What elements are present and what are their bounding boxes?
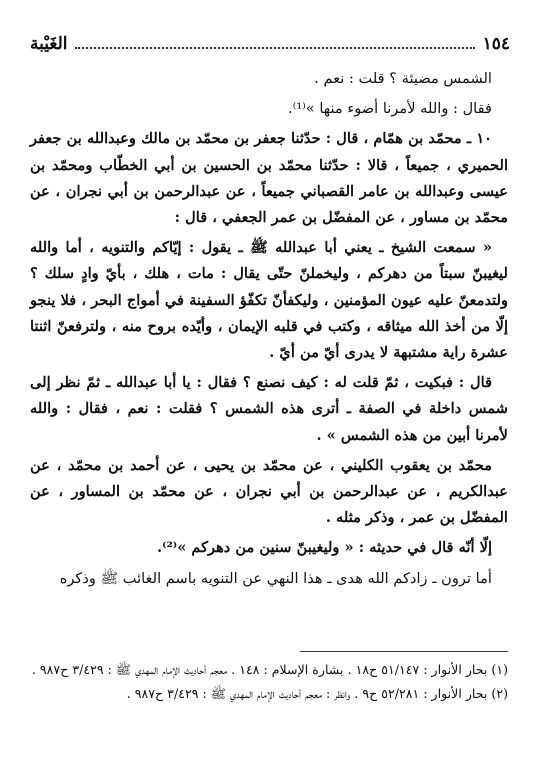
footnote: (١) بحار الأنوار : ٥١/١٤٧ ح١٨ . بشارة الإسلام : ١٤٨ . معجم أحاديث الإمام المهدي ﷺ : ٣/٤٢٩ ح٩٨٧ . [31, 662, 508, 677]
page-header [30, 28, 510, 54]
paragraph: إلّا أنّه قال في حديثه : « وليغيبنّ سنين من دهركم »⁽²⁾. [157, 539, 492, 557]
paragraph: محمّد بن يعقوب الكليني ، عن محمّد بن يحيى ، عن أحمد بن محمّد ، عن عبدالكريم ، عن عبدالرحمن بن أبي نجران ، عن محمّد بن المساور ، عن المفضّل بن عمر ، وذكر مثله . [30, 456, 508, 527]
paragraph: أما ترون ـ زادكم الله هدى ـ هذا النهي عن التنويه باسم الغائب ﷺ وذكره [59, 569, 492, 587]
hadith-chain-paragraph: ١٠ ـ محمّد بن همّام ، قال : حدّثنا جعفر بن محمّد بن مالك وعبدالله بن جعفر الحميري ، جميعاً ، قالا : حدّثنا محمّد بن الحسين بن أبي الخطّاب ومحمّد بن عيسى وعبدالله بن عامر القصباني جميعاً ، عن عبدالرحمن بن أبي نجران ، عن محمّد بن مساور ، عن المفضّل بن عمر الجعفي ، قال : [30, 130, 508, 227]
hadith-quote-paragraph: « سمعت الشيخ ـ يعني أبا عبدالله ﷺ ـ يقول : إيّاكم والتنويه ، أما والله ليغيبنّ سبتاً من دهركم ، وليخملنّ حتّى يقال : مات ، هلك ، بأيّ وادٍ سلك ؟ ولتدمعنّ عليه عيون المؤمنين ، وليكفأنّ تكفّؤ السفينة في أمواج البحر ، فلا ينجو إلّا من أخذ الله ميثاقه ، وكتب في قلبه الإيمان ، وأيّده بروح منه ، ولترفعنّ اثنتا عشرة راية مشتبهة لا يدرى أيّ من أيّ . [30, 239, 508, 362]
footnotes [28, 658, 508, 706]
footnote: (٢) بحار الأنوار : ٥٢/٢٨١ ح٩ . وانظر : معجم أحاديث الإمام المهدي ﷺ : ٣/٤٢٩ ح٩٨٧ . [126, 686, 508, 701]
header-dotted-leader [75, 47, 474, 49]
running-title: الغَيْبة [30, 34, 68, 54]
footnote-separator [300, 651, 508, 652]
main-text [30, 66, 508, 596]
page-number: ١٥٤ [482, 34, 510, 54]
paragraph: فقال : والله لأمرنا أضوء منها »⁽¹⁾. [288, 100, 492, 118]
paragraph: قال : فبكيت ، ثمّ قلت له : كيف نصنع ؟ فقال : يا أبا عبدالله ـ ثمّ نظر إلى شمس داخلة في الصفة ـ أترى هذه الشمس ؟ فقلت : نعم ، فقال : والله لأمرنا أبين من هذه الشمس » . [30, 374, 508, 444]
paragraph: الشمس مضيئة ؟ قلت : نعم . [314, 70, 492, 87]
